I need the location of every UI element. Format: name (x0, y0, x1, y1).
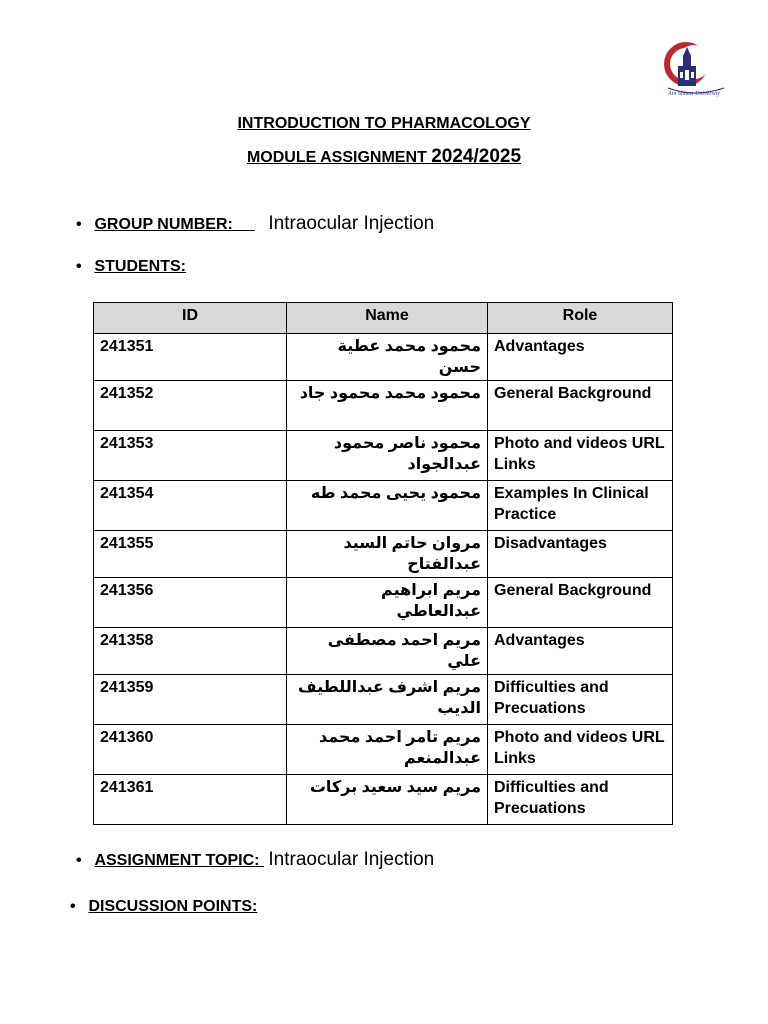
subtitle-year: 2024/2025 (431, 146, 522, 167)
student-id: 241351 (94, 334, 287, 381)
bullet-icon: • (76, 216, 82, 233)
group-number-value: Intraocular Injection (268, 213, 435, 234)
student-name: مريم سيد سعيد بركات (287, 775, 488, 825)
student-role: Examples In Clinical Practice (488, 481, 673, 531)
student-name: محمود يحيى محمد طه (287, 481, 488, 531)
bullet-icon: • (76, 852, 82, 869)
student-name: مريم اشرف عبداللطيف الديب (287, 675, 488, 725)
discussion-points-label: DISCUSSION POINTS: (88, 898, 258, 915)
student-role: General Background (488, 381, 673, 431)
document-title: INTRODUCTION TO PHARMACOLOGY (237, 115, 531, 132)
students-table (93, 302, 673, 825)
table-row (94, 725, 673, 775)
student-id: 241354 (94, 481, 287, 531)
discussion-points-heading (70, 898, 257, 916)
group-number-line (76, 213, 434, 235)
student-name: مريم احمد مصطفى علي (287, 628, 488, 675)
student-id: 241356 (94, 578, 287, 628)
students-heading (76, 258, 186, 276)
student-id: 241355 (94, 531, 287, 578)
logo-caption: Ain Shams University (668, 91, 720, 97)
student-name: مريم ابراهيم عبدالعاطي (287, 578, 488, 628)
student-role: Advantages (488, 334, 673, 381)
student-id: 241359 (94, 675, 287, 725)
subtitle-prefix: MODULE ASSIGNMENT (246, 149, 432, 166)
student-role: Disadvantages (488, 531, 673, 578)
table-row (94, 431, 673, 481)
table-row (94, 481, 673, 531)
student-name: محمود ناصر محمود عبدالجواد (287, 431, 488, 481)
student-id: 241353 (94, 431, 287, 481)
table-row (94, 531, 673, 578)
assignment-topic-label: ASSIGNMENT TOPIC: (94, 852, 260, 869)
table-row (94, 628, 673, 675)
table-row (94, 381, 673, 431)
student-name: محمود محمد عطية حسن (287, 334, 488, 381)
student-id: 241358 (94, 628, 287, 675)
table-row (94, 775, 673, 825)
header-id: ID (94, 303, 287, 334)
student-role: General Background (488, 578, 673, 628)
header-name: Name (287, 303, 488, 334)
document-subtitle (0, 146, 768, 168)
table-row (94, 578, 673, 628)
student-role: Photo and videos URL Links (488, 431, 673, 481)
assignment-topic-value: Intraocular Injection (268, 849, 435, 870)
header-role: Role (488, 303, 673, 334)
group-number-label: GROUP NUMBER: (94, 216, 233, 233)
assignment-topic-line (76, 849, 434, 871)
bullet-icon: • (70, 898, 76, 915)
student-role: Advantages (488, 628, 673, 675)
table-row (94, 675, 673, 725)
student-id: 241361 (94, 775, 287, 825)
student-name: محمود محمد محمود جاد (287, 381, 488, 431)
table-row (94, 334, 673, 381)
student-name: مروان حاتم السيد عبدالفتاح (287, 531, 488, 578)
student-role: Photo and videos URL Links (488, 725, 673, 775)
student-name: مريم تامر احمد محمد عبدالمنعم (287, 725, 488, 775)
student-id: 241360 (94, 725, 287, 775)
bullet-icon: • (76, 258, 82, 275)
university-logo (664, 42, 726, 98)
students-label: STUDENTS: (94, 258, 187, 275)
student-role: Difficulties and Precuations (488, 675, 673, 725)
table-header-row (94, 303, 673, 334)
student-id: 241352 (94, 381, 287, 431)
student-role: Difficulties and Precuations (488, 775, 673, 825)
